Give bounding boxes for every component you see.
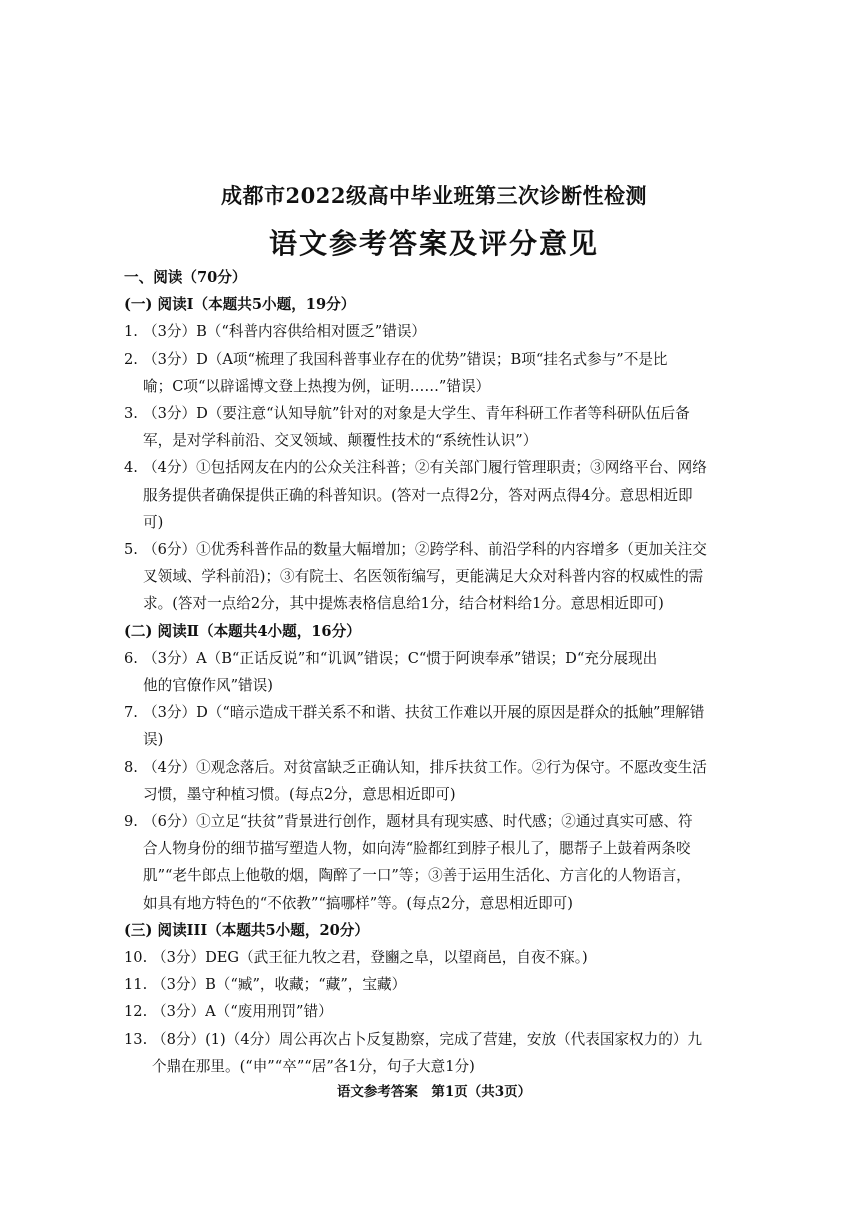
answer-item-11 — [124, 971, 746, 998]
item-number: 10. — [124, 949, 148, 967]
item-number: 11. — [124, 976, 148, 994]
answer-item-1 — [124, 318, 746, 345]
item-text: （3分）DEG（武王征九牧之君，登豳之阜，以望商邑，自夜不寐。) — [152, 949, 588, 967]
item-text: （4分）①观念落后。对贫富缺乏正确认知，排斥扶贫工作。②行为保守。不愿改变生活 习惯，墨守种植习惯。(每点2分，意思相近即可) — [143, 758, 707, 803]
answer-body — [124, 264, 746, 1080]
item-text: （6分）①优秀科普作品的数量大幅增加；②跨学科、前沿学科的内容增多（更加关注交 叉领域、学科前沿)；③有院士、名医领衔编写，更能满足大众对科普内容的权威性的需 求。(答对一点给2分，其中提炼表格信息给1分，结合材料给1分。意思相近即可) — [143, 541, 707, 613]
answer-item-6 — [124, 645, 746, 699]
item-number: 5. — [124, 541, 138, 558]
item-number: 9. — [124, 813, 138, 831]
answer-item-12 — [124, 998, 746, 1025]
answer-item-2 — [124, 346, 746, 400]
item-number: 6. — [124, 649, 138, 667]
exam-title: 成都市2022级高中毕业班第三次诊断性检测 — [221, 183, 647, 208]
item-text: （3分）D（要注意“认知导航”针对的对象是大学生、青年科研工作者等科研队伍后备 军，是对学科前沿、交叉领域、颠覆性技术的“系统性认识”） — [143, 404, 690, 450]
answer-item-7 — [124, 699, 746, 753]
item-number: 3. — [124, 404, 138, 422]
answer-item-3 — [124, 400, 746, 454]
item-text: （3分）D（A项“梳理了我国科普事业存在的优势”错误；B项“挂名式参与”不是比 喻；C项“以辟谣博文登上热搜为例，证明……”错误） — [143, 350, 668, 395]
page-footer: 语文参考答案 第1页（共3页） — [336, 1084, 532, 1100]
item-number: 4. — [124, 459, 138, 477]
item-text: （6分）①立足“扶贫”背景进行创作，题材具有现实感、时代感；②通过真实可感、符 合人物身份的细节描写塑造人物，如向涛“脸都红到脖子根儿了，腮帮子上鼓着两条咬 肌”“老牛郎点上他敬的烟，陶醉了一口”等；③善于运用生活化、方言化的人物语言， 如具有地方特色的“不依教”“搞哪样”等。(每点2分，意思相近即可) — [143, 813, 693, 912]
item-number: 1. — [124, 323, 138, 341]
item-text: （3分）B（“科普内容供给相对匮乏”错误） — [143, 323, 427, 341]
item-number: 13. — [124, 1030, 148, 1048]
answer-item-10 — [124, 944, 746, 971]
item-number: 2. — [124, 350, 138, 368]
item-number: 7. — [124, 704, 138, 722]
part-heading-3: (三) 阅读III（本题共5小题，20分） — [124, 921, 369, 939]
section-heading: 一、阅读（70分） — [124, 269, 247, 286]
answer-item-5 — [124, 536, 746, 618]
item-text: （8分）(1)（4分）周公再次占卜反复勘察，完成了营建，安放（代表国家权力的）九 个鼎在那里。(“申”“卒”“居”各1分，句子大意1分) — [152, 1030, 703, 1075]
answer-item-4 — [124, 454, 746, 536]
item-number: 12. — [124, 1003, 148, 1021]
item-text: （3分）A（“废用刑罚”错） — [152, 1003, 333, 1021]
item-text: （3分）A（B“正话反说”和“讥讽”错误；C“惯于阿谀奉承”错误；D“充分展现出 他的官僚作风”错误) — [143, 649, 658, 694]
part-heading-1: (一) 阅读Ⅰ（本题共5小题，19分） — [124, 296, 356, 314]
item-number: 8. — [124, 758, 138, 776]
item-text: （4分）①包括网友在内的公众关注科普；②有关部门履行管理职责；③网络平台、网络 服务提供者确保提供正确的科普知识。(答对一点得2分，答对两点得4分。意思相近即 可) — [143, 459, 707, 531]
item-text: （3分）B（“臧”，收藏；“藏”，宝藏） — [152, 976, 407, 994]
document-title: 语文参考答案及评分意见 — [268, 227, 599, 260]
answer-item-13 — [124, 1026, 746, 1080]
answer-item-8 — [124, 754, 746, 808]
answer-item-9 — [124, 808, 746, 917]
part-heading-2: (二) 阅读Ⅱ（本题共4小题，16分） — [124, 622, 361, 640]
item-text: （3分）D（“暗示造成干群关系不和谐、扶贫工作难以开展的原因是群众的抵触”理解错 误) — [143, 704, 705, 749]
